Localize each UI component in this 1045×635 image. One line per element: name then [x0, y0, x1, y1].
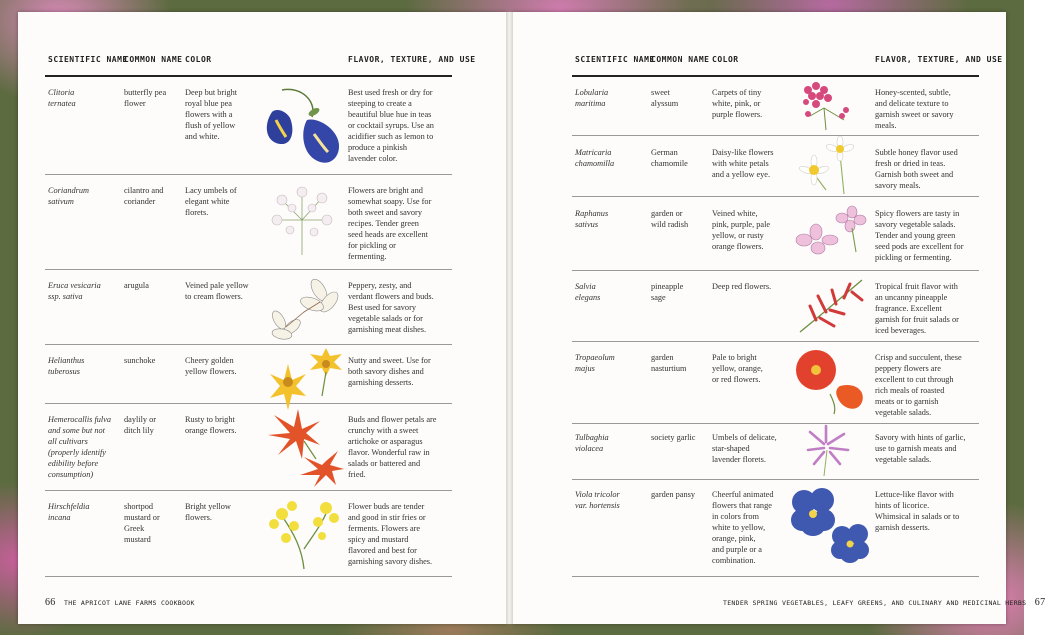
pansy-illustration	[788, 486, 872, 568]
row-color-cell: Lacy umbels of elegant white florets.	[185, 186, 237, 217]
row-common-cell: garden nasturtium	[651, 353, 687, 373]
left-folio	[45, 597, 195, 608]
row-use-cell: Nutty and sweet. Use for both savory dishes and garnishing desserts.	[348, 356, 431, 387]
header-scientific-name: SCIENTIFIC NAME	[48, 55, 128, 64]
row-common-cell: shortpod mustard or Greek mustard	[124, 502, 160, 544]
row-color-cell: Veined white, pink, purple, pale yellow, or rusty orange flowers.	[712, 209, 771, 251]
row-color-cell: Rusty to bright orange flowers.	[185, 415, 237, 435]
row-divider	[45, 269, 452, 270]
row-color-cell: Cheerful animated flowers that range in colors from white to yellow, orange, pink, and purple or a combination.	[712, 490, 774, 565]
row-common-cell: German chamomile	[651, 148, 688, 168]
row-use-cell: Honey-scented, subtle, and delicate texture to garnish sweet or savory meals.	[875, 88, 954, 130]
book-title: THE APRICOT LANE FARMS COOKBOOK	[64, 599, 195, 607]
society-garlic-illustration	[800, 424, 856, 476]
radish-illustration	[790, 204, 872, 264]
nasturtium-illustration	[790, 346, 872, 416]
row-divider	[572, 341, 979, 342]
row-divider	[45, 403, 452, 404]
arugula-illustration	[264, 272, 344, 342]
row-sci-cell: Raphanus sativus	[575, 209, 609, 229]
row-color-cell: Bright yellow flowers.	[185, 502, 231, 522]
row-sci-cell: Tropaeolum majus	[575, 353, 615, 373]
row-use-cell: Peppery, zesty, and verdant flowers and buds. Best used for savory vegetable salads or for garnishing meat dishes.	[348, 281, 434, 334]
row-use-cell: Buds and flower petals are crunchy with a sweet artichoke or asparagus flavor. Wonderful raw in salads or battered and fried.	[348, 415, 437, 479]
daylily-illustration	[264, 405, 346, 487]
row-divider	[572, 423, 979, 424]
header-color: COLOR	[712, 55, 739, 64]
cilantro-illustration	[262, 180, 342, 260]
row-sci-cell: Helianthus tuberosus	[48, 356, 85, 376]
row-color-cell: Umbels of delicate, star-shaped lavender florets.	[712, 433, 777, 464]
row-common-cell: sunchoke	[124, 356, 156, 365]
header-scientific-name: SCIENTIFIC NAME	[575, 55, 655, 64]
row-divider	[572, 196, 979, 197]
row-common-cell: cilantro and coriander	[124, 186, 164, 206]
row-color-cell: Pale to bright yellow, orange, or red flowers.	[712, 353, 763, 384]
pineapple-sage-illustration	[796, 276, 868, 338]
page-number-left: 66	[45, 597, 56, 608]
row-sci-cell: Salvia elegans	[575, 282, 601, 302]
row-common-cell: daylily or ditch lily	[124, 415, 157, 435]
row-use-cell: Flower buds are tender and good in stir fries or ferments. Flowers are spicy and mustard flavored and best for garnishing savory dishes.	[348, 502, 433, 566]
row-color-cell: Daisy-like flowers with white petals and a yellow eye.	[712, 148, 774, 179]
row-sci-cell: Clitoria ternatea	[48, 88, 76, 108]
row-use-cell: Spicy flowers are tasty in savory vegetable salads. Tender and young green seed pods are excellent for pickling or fermenting.	[875, 209, 964, 262]
row-divider	[45, 490, 452, 491]
header-flavor-use: FLAVOR, TEXTURE, AND USE	[875, 55, 1003, 64]
header-rule	[572, 75, 979, 77]
header-common-name: COMMON NAME	[651, 55, 710, 64]
row-common-cell: garden pansy	[651, 490, 696, 499]
row-divider	[572, 576, 979, 577]
row-sci-cell: Tulbaghia violacea	[575, 433, 609, 453]
header-rule	[45, 75, 452, 77]
row-sci-cell: Lobularia maritima	[575, 88, 609, 108]
book-gutter	[506, 12, 513, 624]
row-color-cell: Deep but bright royal blue pea flowers with a flush of yellow and white.	[185, 88, 238, 141]
row-use-cell: Crisp and succulent, these peppery flowers are excellent to cut through rich meals of roasted meats or to garnish vegetable salads.	[875, 353, 962, 417]
row-sci-cell: Eruca vesicaria ssp. sativa	[48, 281, 101, 301]
row-color-cell: Veined pale yellow to cream flowers.	[185, 281, 249, 301]
row-common-cell: garden or wild radish	[651, 209, 689, 229]
alyssum-illustration	[796, 80, 860, 132]
butterfly-pea-illustration	[262, 82, 344, 168]
chapter-title: TENDER SPRING VEGETABLES, LEAFY GREENS, AND CULINARY AND MEDICINAL HERBS	[723, 599, 1027, 607]
row-sci-cell: Hemerocallis fulva and some but not all cultivars (properly identify edibility before consumption)	[48, 415, 112, 479]
row-divider	[45, 174, 452, 175]
row-common-cell: butterfly pea flower	[124, 88, 167, 108]
row-color-cell: Carpets of tiny white, pink, or purple flowers.	[712, 88, 763, 119]
row-color-cell: Cheery golden yellow flowers.	[185, 356, 237, 376]
chamomile-illustration	[796, 138, 860, 196]
header-color: COLOR	[185, 55, 212, 64]
row-divider	[45, 576, 452, 577]
row-sci-cell: Coriandrum sativum	[48, 186, 90, 206]
row-divider	[572, 270, 979, 271]
header-flavor-use: FLAVOR, TEXTURE, AND USE	[348, 55, 476, 64]
sunchoke-illustration	[264, 348, 346, 402]
row-use-cell: Savory with hints of garlic, use to garnish meats and vegetable salads.	[875, 433, 966, 464]
row-use-cell: Subtle honey flavor used fresh or dried in teas. Garnish both sweet and savory meals.	[875, 148, 958, 190]
page-number-right: 67	[1034, 597, 1045, 608]
right-folio	[723, 597, 1045, 608]
row-common-cell: arugula	[124, 281, 149, 290]
row-sci-cell: Hirschfeldia incana	[48, 502, 90, 522]
row-use-cell: Lettuce-like flavor with hints of licorice. Whimsical in salads or to garnish desserts.	[875, 490, 960, 532]
row-use-cell: Best used fresh or dry for steeping to create a beautiful blue hue in teas or cocktail syrups. Use an acidifier such as lemon to produce a pinkish lavender color.	[348, 88, 434, 163]
row-common-cell: society garlic	[651, 433, 696, 442]
row-divider	[572, 479, 979, 480]
row-divider	[45, 344, 452, 345]
mustard-illustration	[264, 494, 344, 572]
row-use-cell: Flowers are bright and somewhat soapy. Use for both sweet and savory recipes. Tender green seed heads are excellent for pickling or fermenting.	[348, 186, 432, 261]
header-common-name: COMMON NAME	[124, 55, 183, 64]
row-common-cell: pineapple sage	[651, 282, 684, 302]
row-sci-cell: Viola tricolor var. hortensis	[575, 490, 620, 510]
row-common-cell: sweet alyssum	[651, 88, 679, 108]
row-sci-cell: Matricaria chamomilla	[575, 148, 615, 168]
row-divider	[572, 135, 979, 136]
row-color-cell: Deep red flowers.	[712, 282, 772, 291]
row-use-cell: Tropical fruit flavor with an uncanny pineapple fragrance. Excellent garnish for fruit salads or iced beverages.	[875, 282, 959, 335]
